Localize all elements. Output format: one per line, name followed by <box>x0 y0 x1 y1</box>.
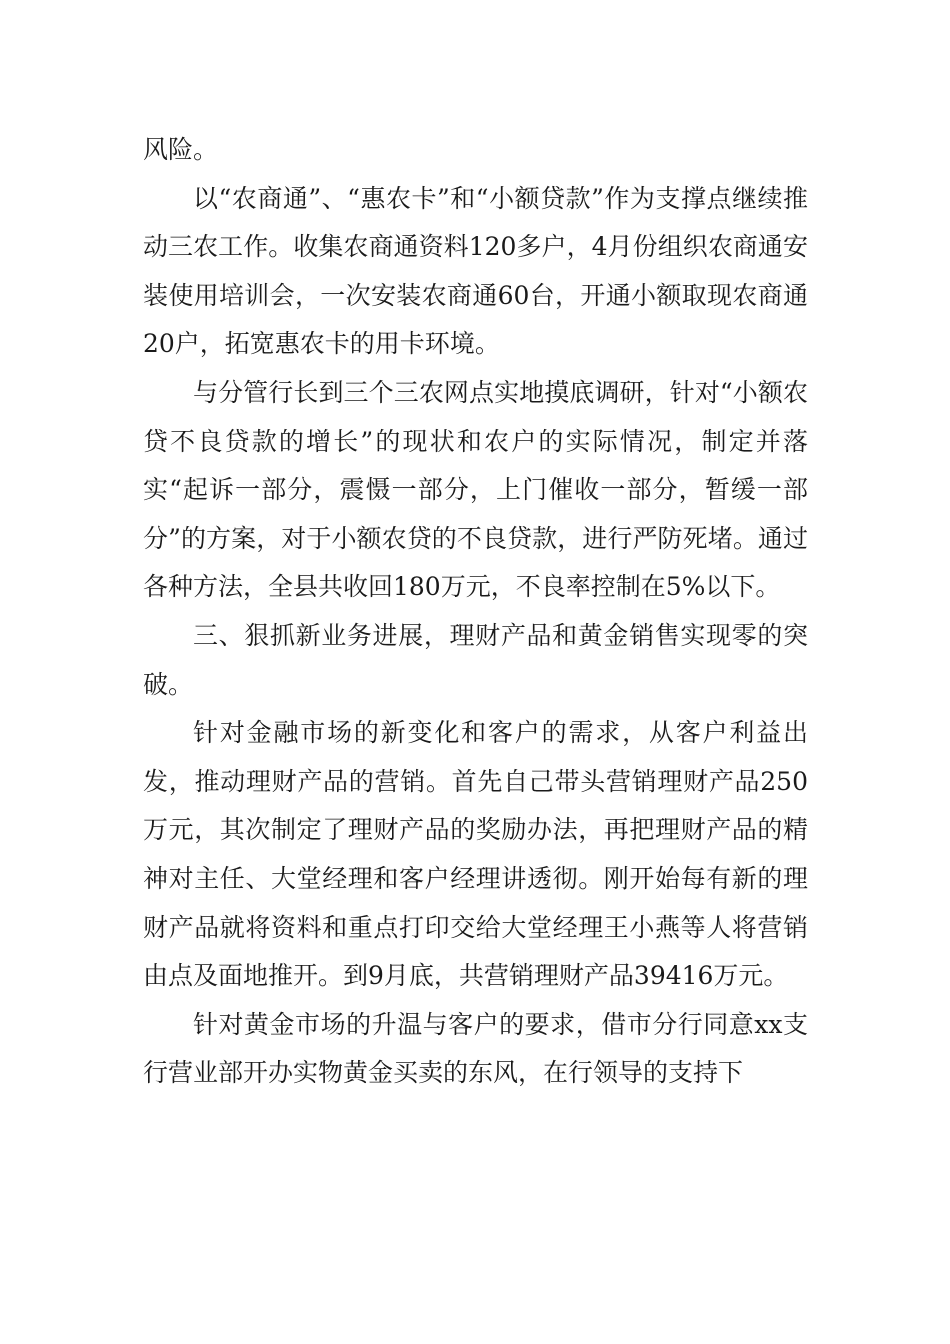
section-heading: 三、狠抓新业务进展，理财产品和黄金销售实现零的突破。 <box>143 620 808 699</box>
paragraph-0: 风险。 <box>143 135 219 164</box>
document-body <box>143 126 808 1098</box>
paragraph-4: 针对金融市场的新变化和客户的需求，从客户利益出发，推动理财产品的营销。首先自己带头营销理财产品250万元，其次制定了理财产品的奖励办法，再把理财产品的精神对主任、大堂经理和客户经理讲透彻。刚开始每有新的理财产品就将资料和重点打印交给大堂经理王小燕等人将营销由点及面地推开。到9月底，共营销理财产品39416万元。 <box>143 718 808 991</box>
paragraph-2: 与分管行长到三个三农网点实地摸底调研，针对“小额农贷不良贷款的增长”的现状和农户的实际情况，制定并落实“起诉一部分，震慑一部分，上门催收一部分，暂缓一部分”的方案，对于小额农贷的不良贷款，进行严防死堵。通过各种方法，全县共收回180万元，不良率控制在5%以下。 <box>143 377 808 602</box>
paragraph-5: 针对黄金市场的升温与客户的要求，借市分行同意xx支行营业部开办实物黄金买卖的东风，在行领导的支持下 <box>143 1009 808 1088</box>
paragraph-1: 以“农商通”、“惠农卡”和“小额贷款”作为支撑点继续推动三农工作。收集农商通资料120多户，4月份组织农商通安装使用培训会，一次安装农商通60台，开通小额取现农商通20户，拓宽惠农卡的用卡环境。 <box>143 183 808 359</box>
